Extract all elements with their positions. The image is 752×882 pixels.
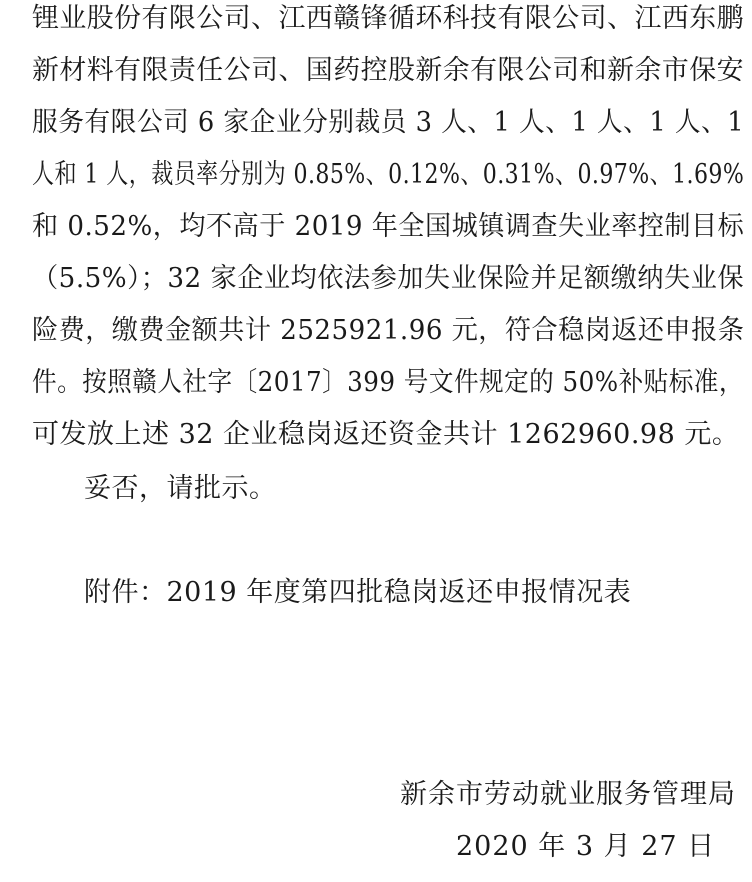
attachment-note: 附件：2019 年度第四批稳岗返还申报情况表: [84, 577, 632, 608]
closing-request: 妥否，请批示。: [84, 473, 277, 504]
body-line-9: 可发放上述 32 企业稳岗返还资金共计 1262960.98 元。: [32, 419, 740, 450]
body-line-7: 险费，缴费金额共计 2525921.96 元，符合稳岗返还申报条: [32, 315, 745, 346]
signature-date: 2020 年 3 月 27 日: [456, 831, 716, 862]
signature-organization: 新余市劳动就业服务管理局: [400, 779, 736, 810]
body-line-5: 和 0.52%，均不高于 2019 年全国城镇调查失业率控制目标: [32, 211, 745, 242]
body-line-8: 件。按照赣人社字〔2017〕399 号文件规定的 50%补贴标准，: [32, 367, 744, 398]
body-line-3: 服务有限公司 6 家企业分别裁员 3 人、1 人、1 人、1 人、1: [32, 107, 745, 138]
body-line-6: （5.5%）；32 家企业均依法参加失业保险并足额缴纳失业保: [32, 263, 745, 294]
body-line-1: 锂业股份有限公司、江西赣锋循环科技有限公司、江西东鹏: [32, 3, 744, 34]
body-line-4: 人和 1 人，裁员率分别为 0.85%、0.12%、0.31%、0.97%、1.69%: [32, 159, 745, 190]
body-line-2: 新材料有限责任公司、国药控股新余有限公司和新余市保安: [32, 55, 744, 86]
